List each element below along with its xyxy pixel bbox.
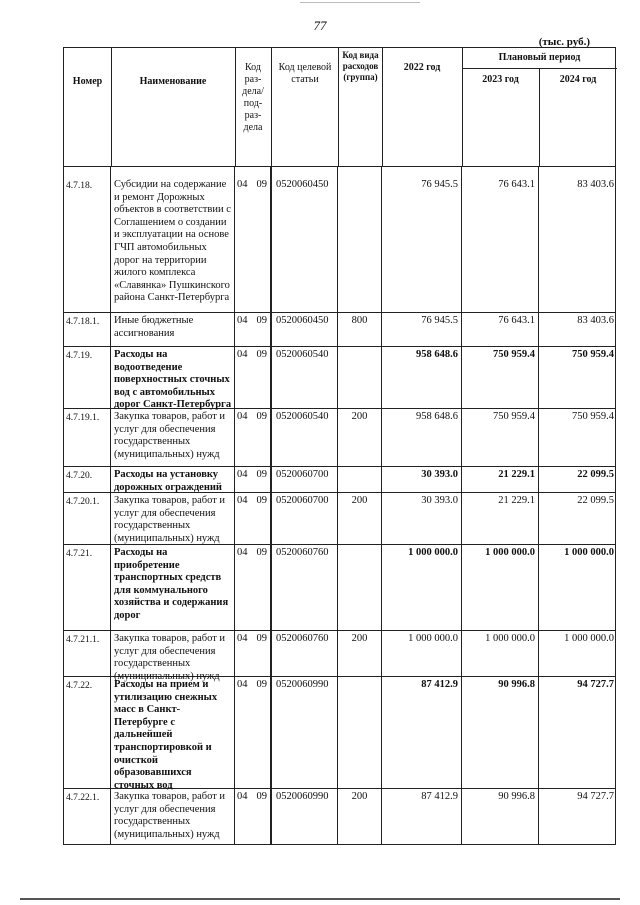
table-row	[63, 677, 616, 789]
table-row	[63, 313, 616, 347]
header-target-code: Код целевой статьи	[278, 62, 332, 85]
header-spacer	[63, 167, 616, 177]
row-subsection: 09	[256, 547, 267, 558]
row-section: 04	[237, 791, 248, 802]
page-number: 77	[313, 18, 327, 33]
row-target-code: 0520060700	[271, 493, 338, 544]
row-subsection: 09	[256, 315, 267, 326]
table-row	[63, 545, 616, 631]
header-section-code: Код раз-дела/ под-раз-дела	[242, 62, 264, 133]
row-subsection: 09	[256, 495, 267, 506]
row-section-code	[235, 631, 271, 676]
row-2023-value: 76 643.1	[462, 313, 539, 346]
row-expense-type: 200	[338, 493, 382, 544]
row-name: Закупка товаров, работ и услуг для обеспечения государственных (муниципальных) нужд	[111, 493, 235, 544]
scan-bottom-line	[20, 898, 620, 900]
row-section-code	[235, 677, 271, 788]
row-2022-value: 30 393.0	[382, 467, 462, 492]
row-section: 04	[237, 179, 248, 190]
row-2024-value: 94 727.7	[577, 679, 614, 690]
row-subsection: 09	[256, 679, 267, 690]
row-section: 04	[237, 633, 248, 644]
row-expense-type	[338, 677, 382, 788]
row-subsection: 09	[256, 469, 267, 480]
row-number: 4.7.21.	[64, 545, 111, 630]
table-row	[63, 177, 616, 313]
row-subsection: 09	[256, 179, 267, 190]
row-number: 4.7.21.1.	[64, 631, 111, 676]
row-2022-value: 1 000 000.0	[382, 545, 462, 630]
table-row	[63, 409, 616, 467]
row-name: Иные бюджетные ассигнования	[111, 313, 235, 346]
row-2023-value: 90 996.8	[462, 677, 539, 788]
row-name: Расходы на установку дорожных ограждений	[111, 467, 235, 492]
row-2024-value: 750 959.4	[572, 349, 614, 360]
row-subsection: 09	[256, 349, 267, 360]
row-2024-value: 94 727.7	[577, 791, 614, 802]
table-row	[63, 467, 616, 493]
header-2022: 2022 год	[403, 62, 441, 73]
row-2023-value: 76 643.1	[462, 177, 539, 312]
row-number: 4.7.20.1.	[64, 493, 111, 544]
table-row	[63, 789, 616, 845]
header-2023: 2023 год	[482, 74, 519, 85]
header-planned-period: Плановый период	[498, 52, 581, 63]
header-expense-type-code: Код вида расходов (группа)	[342, 50, 379, 82]
table-row	[63, 493, 616, 545]
row-number: 4.7.20.	[64, 467, 111, 492]
row-2022-value: 30 393.0	[382, 493, 462, 544]
row-number: 4.7.19.	[64, 347, 111, 408]
row-2022-value: 76 945.5	[382, 313, 462, 346]
row-target-code: 0520060450	[271, 313, 338, 346]
scan-artifact-line	[300, 2, 420, 3]
row-number: 4.7.18.	[64, 177, 111, 312]
row-2023-value: 21 229.1	[462, 493, 539, 544]
row-expense-type	[338, 545, 382, 630]
row-number: 4.7.18.1.	[64, 313, 111, 346]
row-section: 04	[237, 469, 248, 480]
units-label: (тыс. руб.)	[538, 36, 590, 48]
row-2022-value: 958 648.6	[382, 347, 462, 408]
row-section-code	[235, 177, 271, 312]
row-name: Расходы на водоотведение поверхностных сточных вод с автомобильных дорог Санкт-Петербурга	[111, 347, 235, 408]
row-target-code: 0520060990	[271, 789, 338, 844]
row-section: 04	[237, 495, 248, 506]
row-target-code: 0520060540	[271, 409, 338, 466]
row-name: Закупка товаров, работ и услуг для обеспечения государственных (муниципальных) нужд	[111, 789, 235, 844]
header-name: Наименование	[139, 76, 207, 87]
row-section-code	[235, 467, 271, 492]
row-target-code: 0520060760	[271, 545, 338, 630]
table-header	[63, 47, 616, 167]
row-subsection: 09	[256, 791, 267, 802]
row-subsection: 09	[256, 633, 267, 644]
row-2024-value: 22 099.5	[577, 495, 614, 506]
row-number: 4.7.22.1.	[64, 789, 111, 844]
row-2022-value: 1 000 000.0	[382, 631, 462, 676]
row-name: Закупка товаров, работ и услуг для обеспечения государственных (муниципальных) нужд	[111, 631, 235, 676]
table-row	[63, 631, 616, 682]
row-2023-value: 750 959.4	[462, 409, 539, 466]
row-name: Закупка товаров, работ и услуг для обеспечения государственных (муниципальных) нужд	[111, 409, 235, 466]
row-target-code: 0520060990	[271, 677, 338, 788]
row-target-code: 0520060540	[271, 347, 338, 408]
row-2023-value: 1 000 000.0	[462, 545, 539, 630]
row-2024-value: 83 403.6	[577, 315, 614, 326]
header-2024: 2024 год	[559, 74, 597, 85]
row-2024-value: 1 000 000.0	[564, 547, 614, 558]
row-2024-value: 83 403.6	[577, 179, 614, 190]
budget-table	[63, 47, 616, 845]
row-2024-value: 750 959.4	[572, 411, 614, 422]
row-expense-type: 200	[338, 789, 382, 844]
row-section-code	[235, 493, 271, 544]
row-2023-value: 21 229.1	[462, 467, 539, 492]
row-name: Расходы на приобретение транспортных средств для коммунального хозяйства и содержания дорог	[111, 545, 235, 630]
row-section-code	[235, 313, 271, 346]
row-section-code	[235, 409, 271, 466]
row-expense-type: 200	[338, 631, 382, 676]
row-section-code	[235, 789, 271, 844]
row-section: 04	[237, 349, 248, 360]
row-expense-type	[338, 347, 382, 408]
row-name: Субсидии на содержание и ремонт Дорожных объектов в соответствии с Соглашением о создании и эксплуатации на основе ГЧП автомобильных дорог на территории жилого комплекса «Славянка» Пушкинского района Санкт-Петербурга	[111, 177, 235, 312]
row-number: 4.7.19.1.	[64, 409, 111, 466]
row-name: Расходы на прием и утилизацию снежных масс в Санкт-Петербурге с дальнейшей транспортировкой и очисткой образовавшихся сточных вод	[111, 677, 235, 788]
row-2022-value: 87 412.9	[382, 789, 462, 844]
row-target-code: 0520060760	[271, 631, 338, 676]
row-section: 04	[237, 679, 248, 690]
row-section: 04	[237, 547, 248, 558]
row-target-code: 0520060700	[271, 467, 338, 492]
row-section: 04	[237, 411, 248, 422]
row-2022-value: 958 648.6	[382, 409, 462, 466]
row-2023-value: 1 000 000.0	[462, 631, 539, 676]
header-number: Номер	[72, 76, 103, 87]
row-section-code	[235, 347, 271, 408]
row-section-code	[235, 545, 271, 630]
row-2023-value: 90 996.8	[462, 789, 539, 844]
row-2024-value: 1 000 000.0	[564, 633, 614, 644]
row-expense-type: 800	[338, 313, 382, 346]
row-subsection: 09	[256, 411, 267, 422]
row-2023-value: 750 959.4	[462, 347, 539, 408]
row-2024-value: 22 099.5	[577, 469, 614, 480]
row-expense-type	[338, 467, 382, 492]
row-expense-type	[338, 177, 382, 312]
table-row	[63, 347, 616, 409]
row-section: 04	[237, 315, 248, 326]
row-target-code: 0520060450	[271, 177, 338, 312]
row-2022-value: 87 412.9	[382, 677, 462, 788]
row-number: 4.7.22.	[64, 677, 111, 788]
row-2022-value: 76 945.5	[382, 177, 462, 312]
row-expense-type: 200	[338, 409, 382, 466]
